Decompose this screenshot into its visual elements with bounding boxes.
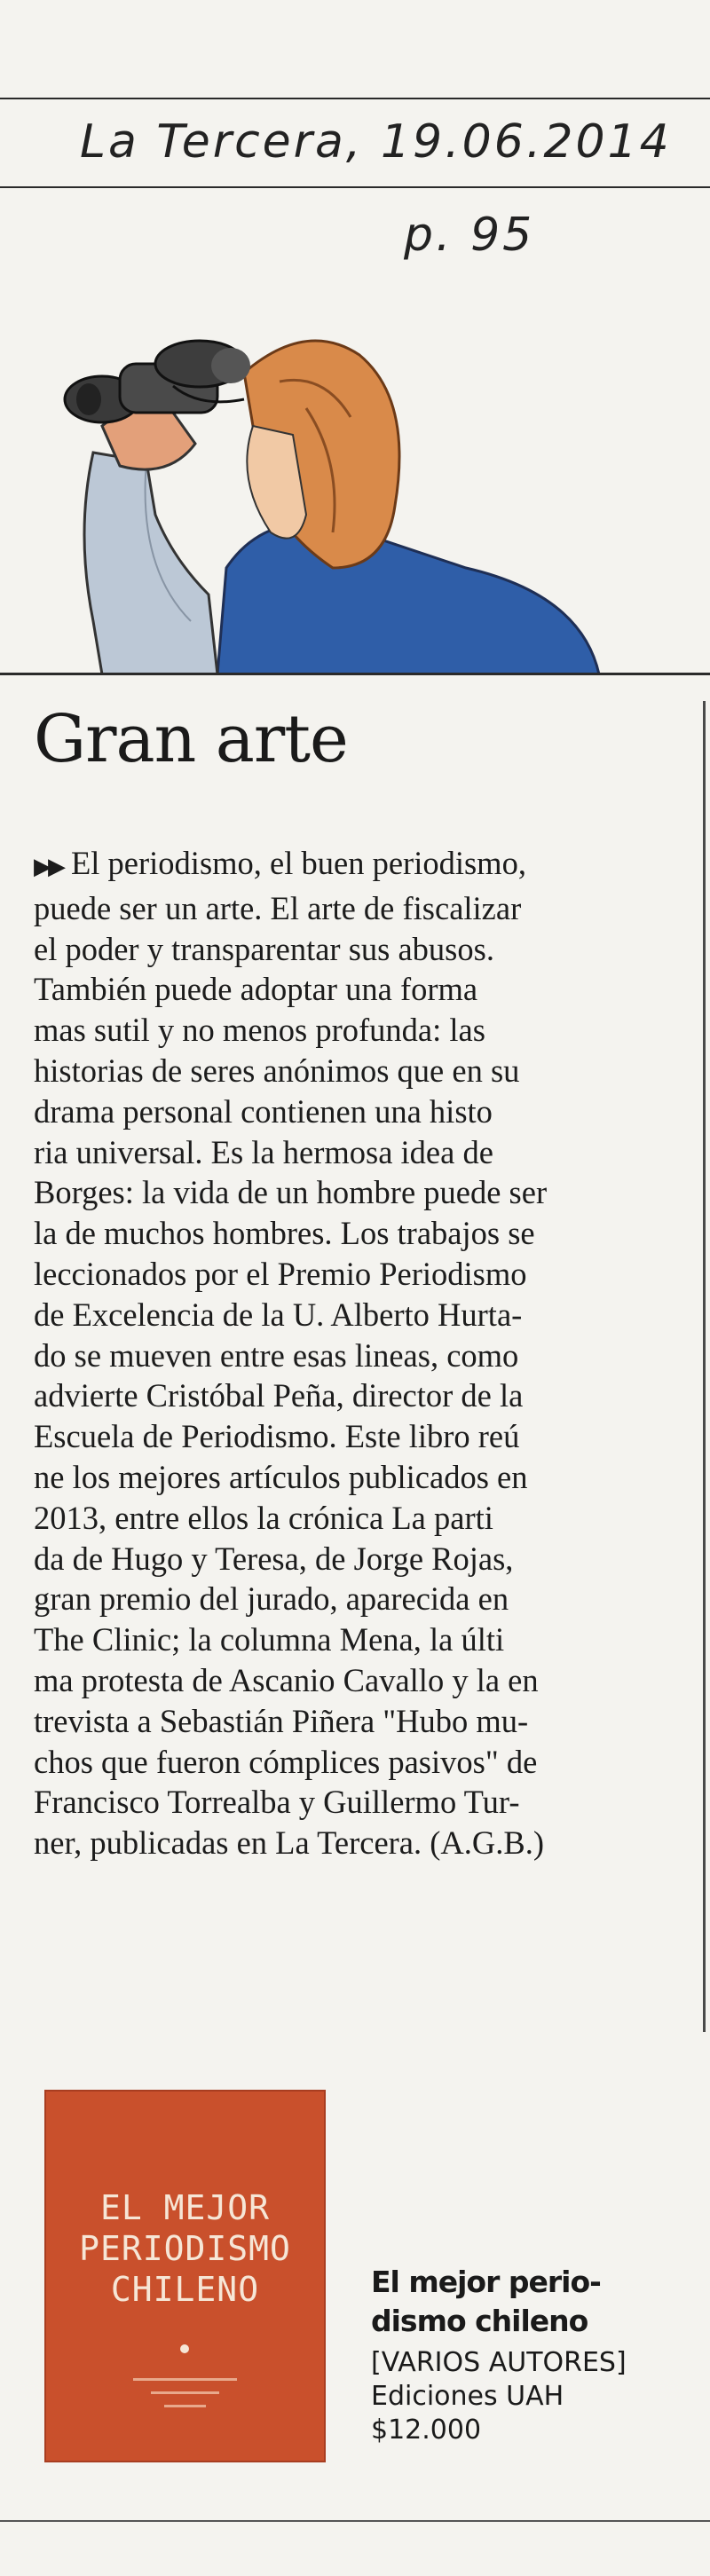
bottom-rule [0,2520,710,2522]
body-line: mas sutil y no menos profunda: las [34,1012,485,1049]
column-rule [703,701,706,2032]
top-rule [0,98,710,99]
body-line: de Excelencia de la U. Alberto Hurta- [34,1296,523,1333]
body-line: trevista a Sebastián Piñera "Hubo mu- [34,1702,529,1739]
body-line: drama personal contienen una histo [34,1092,493,1130]
header-rule [0,186,710,188]
body-line: ne los mejores artículos publicados en [34,1458,528,1495]
body-line: ma protesta de Ascanio Cavallo y la en [34,1661,539,1698]
body-line: advierte Cristóbal Peña, director de la [34,1377,524,1414]
book-title: El mejor perio- dismo chileno [371,2265,601,2338]
article-body [34,843,682,1863]
body-line: chos que fueron cómplices pasivos" de [34,1743,538,1780]
body-line: do se mueven entre esas lineas, como [34,1336,519,1374]
illustration-rule [0,673,710,675]
binoculars-illustration [40,302,608,674]
book-price: $12.000 [371,2415,482,2446]
body-line: la de muchos hombres. Los trabajos se [34,1215,535,1252]
cover-decoration-icon [80,2338,290,2418]
body-line: leccionados por el Premio Periodismo [34,1255,527,1292]
body-line: Francisco Torrealba y Guillermo Tur- [34,1784,520,1821]
book-info [371,2263,627,2447]
body-line: gran premio del jurado, aparecida en [34,1580,509,1618]
handwritten-page-note: p. 95 [404,209,535,262]
body-line: 2013, entre ellos la crónica La parti [34,1499,493,1536]
body-line: ria universal. Es la hermosa idea de [34,1133,493,1170]
handwritten-source-note: La Tercera, 19.06.2014 [80,115,672,169]
cover-title: EL MEJOR PERIODISMO CHILENO [79,2188,291,2309]
body-line: el poder y transparentar sus abusos. [34,930,494,967]
body-line: historias de seres anónimos que en su [34,1052,520,1089]
body-line: También puede adoptar una forma [34,971,478,1008]
book-cover [44,2090,326,2462]
body-line: Escuela de Periodismo. Este libro reú [34,1418,520,1455]
body-line: ▶▶ El periodismo, el buen periodismo, [34,845,526,881]
article-headline: Gran arte [34,701,348,777]
double-arrow-icon: ▶▶ [34,854,62,880]
body-line: The Clinic; la columna Mena, la últi [34,1621,505,1658]
book-publisher: Ediciones UAH [371,2381,564,2412]
body-line: ner, publicadas en La Tercera. (A.G.B.) [34,1824,544,1862]
body-line: da de Hugo y Teresa, de Jorge Rojas, [34,1540,514,1577]
body-line: puede ser un arte. El arte de fiscalizar [34,889,522,926]
book-authors: [VARIOS AUTORES] [371,2347,627,2378]
body-line: Borges: la vida de un hombre puede ser [34,1174,548,1211]
